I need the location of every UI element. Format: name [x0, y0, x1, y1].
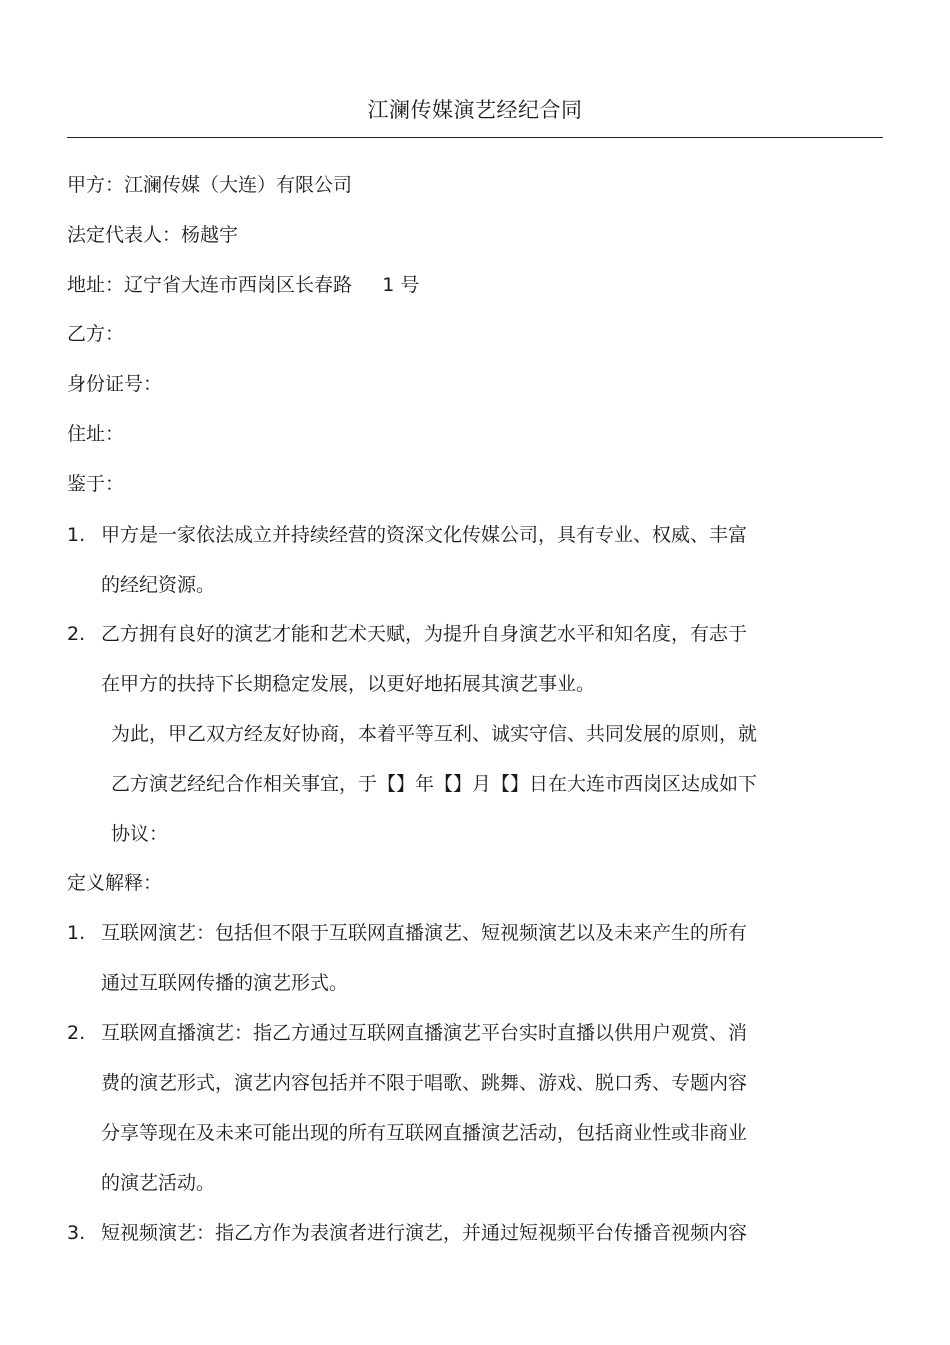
definition-item-line: 分享等现在及未来可能出现的所有互联网直播演艺活动，包括商业性或非商业 [101, 1122, 748, 1144]
whereas-item-line: 甲方是一家依法成立并持续经营的资深文化传媒公司，具有专业、权威、丰富 [101, 524, 748, 546]
whereas-item-line: 乙方拥有良好的演艺才能和艺术天赋，为提升自身演艺水平和知名度，有志于 [101, 623, 748, 645]
whereas-item-line: 的经纪资源。 [101, 574, 216, 596]
party-b: 乙方： [67, 323, 125, 345]
party-a: 甲方：江澜传媒（大连）有限公司 [67, 174, 353, 196]
title-divider [67, 137, 883, 138]
whereas-item-number: 1. [67, 524, 86, 546]
definition-item-line: 的演艺活动。 [101, 1172, 216, 1194]
whereas-conclusion-line: 协议： [111, 823, 169, 845]
definition-item-line: 费的演艺形式，演艺内容包括并不限于唱歌、跳舞、游戏、脱口秀、专题内容 [101, 1072, 748, 1094]
whereas-item-line: 在甲方的扶持下长期稳定发展，以更好地拓展其演艺事业。 [101, 673, 596, 695]
whereas-conclusion-line: 为此，甲乙双方经友好协商，本着平等互利、诚实守信、共同发展的原则，就 [111, 723, 758, 745]
document-title: 江澜传媒演艺经纪合同 [367, 98, 583, 122]
definition-item-line: 互联网演艺：包括但不限于互联网直播演艺、短视频演艺以及未来产生的所有 [101, 922, 748, 944]
definition-item-line: 通过互联网传播的演艺形式。 [101, 972, 349, 994]
definitions-heading: 定义解释： [67, 872, 163, 894]
residence: 住址： [67, 423, 125, 445]
legal-representative: 法定代表人：杨越宇 [67, 224, 239, 246]
definition-item-number: 3. [67, 1222, 86, 1244]
definition-item-number: 1. [67, 922, 86, 944]
whereas-item-number: 2. [67, 623, 86, 645]
party-a-address: 地址：辽宁省大连市西岗区长春路 1 号 [67, 274, 420, 296]
whereas-heading: 鉴于： [67, 473, 125, 495]
id-number: 身份证号： [67, 373, 163, 395]
definition-item-line: 短视频演艺：指乙方作为表演者进行演艺，并通过短视频平台传播音视频内容 [101, 1222, 748, 1244]
whereas-conclusion-line: 乙方演艺经纪合作相关事宜，于【】年【】月【】日在大连市西岗区达成如下 [111, 773, 758, 795]
definition-item-number: 2. [67, 1022, 86, 1044]
definition-item-line: 互联网直播演艺：指乙方通过互联网直播演艺平台实时直播以供用户观赏、消 [101, 1022, 748, 1044]
